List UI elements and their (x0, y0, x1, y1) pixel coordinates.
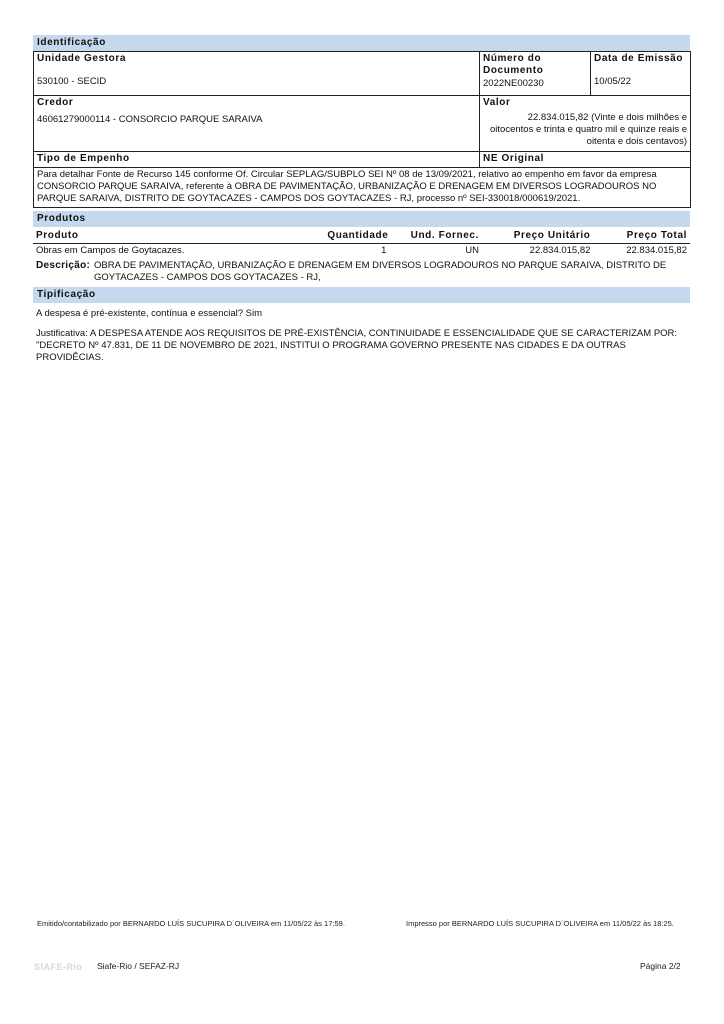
preco-unitario-cell: 22.834.015,82 (529, 245, 591, 256)
tipo-empenho-cell (34, 152, 480, 168)
data-emissao-label: Data de Emissão (594, 53, 684, 64)
col-und-fornec: Und. Fornec. (410, 230, 479, 241)
descricao-value: OBRA DE PAVIMENTAÇÃO, URBANIZAÇÃO E DRENAGEM EM DIVERSOS LOGRADOUROS NO PARQUE SARAIVA, DISTRITO DE GOYTACAZES - CAMPOS DOS GOYTACAZES - RJ, (94, 260, 667, 283)
unidade-gestora-value: 530100 - SECID (37, 76, 107, 87)
descricao-row (33, 258, 690, 286)
credor-label: Credor (37, 97, 74, 108)
und-fornec-cell: UN (465, 245, 479, 256)
data-emissao-value: 10/05/22 (594, 76, 631, 87)
emitido-text: Emitido/contabilizado por BERNARDO LUÍS SUCUPIRA D´OLIVEIRA em 11/05/22 às 17:59. (37, 919, 345, 928)
detalhe-text: Para detalhar Fonte de Recurso 145 conforme Of. Circular SEPLAG/SUBPLO SEI Nº 08 de 13/09/2021, relativo ao empenho em favor da empresa CONSORCIO PARQUE SARAIVA, referente à OBRA DE PAVIMENTAÇÃO, URBANIZAÇÃO E DRENAGEM EM DIVERSOS LOGRADOUROS NO PARQUE SARAIVA, DISTRITO DE GOYTACAZES - CAMPOS DOS GOYTACAZES - RJ, processo nº SEI-330018/000619/2021. (37, 169, 657, 204)
ne-original-label: NE Original (483, 153, 545, 164)
col-preco-total: Preço Total (626, 230, 687, 241)
valor-label: Valor (483, 97, 511, 108)
ne-original-cell (480, 152, 691, 168)
siafe-logo: SIAFE-Rio (34, 962, 83, 972)
descricao-label: Descrição: (36, 260, 91, 271)
tipificacao-pergunta: A despesa é pré-existente, contínua e essencial? Sim (36, 308, 263, 319)
document-page (33, 35, 690, 364)
preco-total-cell: 22.834.015,82 (626, 245, 687, 256)
credor-value: 46061279000114 - CONSORCIO PARQUE SARAIVA (37, 114, 263, 125)
tipo-empenho-label: Tipo de Empenho (37, 153, 130, 164)
detalhe-cell (34, 168, 691, 208)
sistema-text: Siafe-Rio / SEFAZ-RJ (97, 961, 180, 971)
page-number: Página 2/2 (640, 961, 681, 971)
credor-cell (34, 96, 480, 152)
produto-cell: Obras em Campos de Goytacazes. (36, 245, 185, 256)
produtos-table-header (33, 229, 690, 243)
table-row (33, 244, 690, 258)
unidade-gestora-cell (34, 52, 480, 96)
tipificacao-header: Tipificação (33, 287, 690, 303)
valor-value: 22.834.015,82 (Vinte e dois milhões e oitocentos e trinta e quatro mil e quinze reais e oitenta e dois centavos) (490, 112, 687, 147)
numero-documento-value: 2022NE00230 (483, 78, 544, 89)
col-produto: Produto (36, 230, 79, 241)
identificacao-header: Identificação (33, 35, 690, 51)
numero-documento-cell (480, 52, 591, 96)
data-emissao-cell (591, 52, 691, 96)
valor-cell (480, 96, 691, 152)
impresso-text: Impresso por BERNARDO LUÍS SUCUPIRA D´OLIVEIRA em 11/05/22 às 18:25. (406, 919, 674, 928)
col-preco-unitario: Preço Unitário (513, 230, 591, 241)
produtos-header: Produtos (33, 211, 690, 227)
unidade-gestora-label: Unidade Gestora (37, 53, 127, 64)
identificacao-table (33, 51, 691, 208)
tipificacao-justificativa: Justificativa: A DESPESA ATENDE AOS REQUISITOS DE PRÉ-EXISTÊNCIA, CONTINUIDADE E ESSENCIALIDADE QUE SE CARACTERIZAM POR: "DECRETO Nº 47.831, DE 11 DE NOVEMBRO DE 2021, INSTITUI O PROGRAMA GOVERNO PRESENTE NAS CIDADES E DA OUTRAS PROVIDÊCIAS. (36, 328, 678, 363)
col-quantidade: Quantidade (327, 230, 389, 241)
numero-documento-label: Número do Documento (483, 53, 544, 76)
quantidade-cell: 1 (381, 245, 387, 256)
